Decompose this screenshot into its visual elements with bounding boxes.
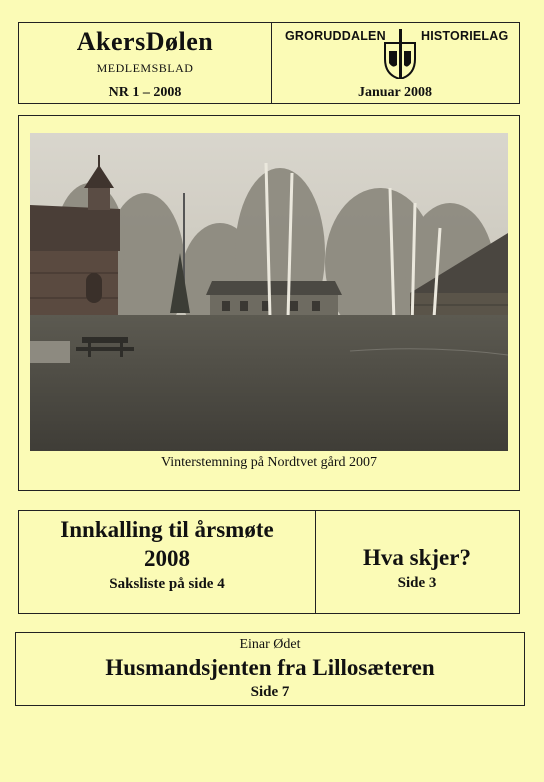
whats-on-page-ref: Side 3 xyxy=(397,575,437,591)
annual-meeting-notice xyxy=(19,511,316,613)
annual-meeting-year: 2008 xyxy=(144,546,190,571)
cover-photo-frame xyxy=(18,115,520,491)
feature-title: Husmandsjenten fra Lillosæteren xyxy=(105,655,435,680)
historielag-logo-icon xyxy=(381,29,419,79)
masthead-title-block xyxy=(19,23,272,103)
masthead xyxy=(18,22,520,104)
magazine-title: AkersDølen xyxy=(76,27,214,56)
feature-author: Einar Ødet xyxy=(239,637,301,652)
issue-number: NR 1 – 2008 xyxy=(108,85,182,100)
feature-page-ref: Side 7 xyxy=(250,684,290,700)
cover-photo xyxy=(30,133,508,451)
annual-meeting-title: Innkalling til årsmøte xyxy=(60,517,274,542)
whats-on-title: Hva skjer? xyxy=(363,545,471,570)
org-name-right: HISTORIELAG xyxy=(421,29,509,43)
masthead-org-block xyxy=(271,23,519,103)
org-name-left: GRORUDDALEN xyxy=(285,29,386,43)
magazine-subtitle: MEDLEMSBLAD xyxy=(96,61,194,75)
issue-date: Januar 2008 xyxy=(357,85,433,100)
photo-caption: Vinterstemning på Nordtvet gård 2007 xyxy=(160,455,378,470)
whats-on-notice xyxy=(315,511,519,613)
annual-meeting-agenda-ref: Saksliste på side 4 xyxy=(109,576,225,592)
announcement-box xyxy=(18,510,520,614)
feature-article-box xyxy=(15,632,525,706)
